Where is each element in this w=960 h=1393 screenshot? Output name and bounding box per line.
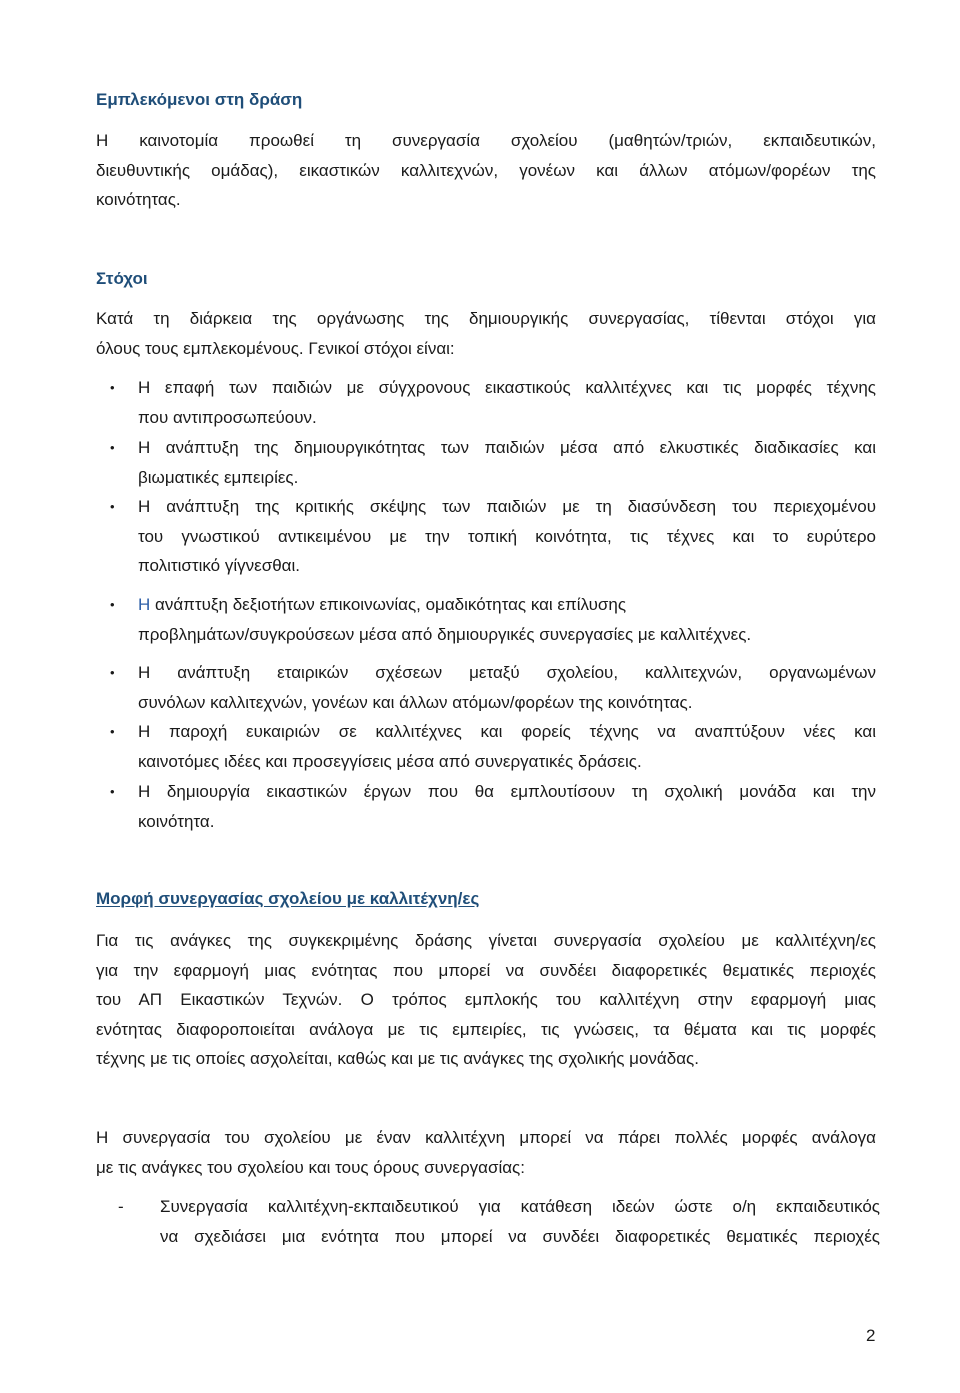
bullet-icon: •	[110, 499, 115, 514]
paragraph-line: όλους τους εμπλεκομένους. Γενικοί στόχοι είναι:	[96, 338, 455, 358]
paragraph-line: του ΑΠ Εικαστικών Τεχνών. Ο τρόπος εμπλοκής του καλλιτέχνη στην εφαρμογή μιας	[96, 990, 876, 1009]
list-item-line: Η ανάπτυξη εταιρικών σχέσεων μεταξύ σχολείου, καλλιτεχνών, οργανωμένων	[138, 663, 876, 682]
list-item-line: προβλημάτων/συγκρούσεων μέσα από δημιουργικές συνεργασίες με καλλιτέχνες.	[138, 624, 752, 644]
paragraph-line: με τις ανάγκες του σχολείου και τους όρους συνεργασίας:	[96, 1157, 525, 1177]
section-heading-involved: Εμπλεκόμενοι στη δράση	[96, 90, 303, 109]
list-item-line: Η δημιουργία εικαστικών έργων που θα εμπλουτίσουν τη σχολική μονάδα και την	[138, 782, 876, 801]
list-item-line: Η ανάπτυξη της κριτικής σκέψης των παιδιών με τη διασύνδεση του περιεχομένου	[138, 497, 876, 516]
list-item-line-rest: ανάπτυξη δεξιοτήτων επικοινωνίας, ομαδικότητας και επίλυσης	[150, 595, 627, 614]
collaboration-paragraph-1	[96, 926, 876, 1074]
section-heading-goals: Στόχοι	[96, 269, 148, 288]
bullet-icon: •	[110, 784, 115, 799]
list-item-first-letter: Η	[138, 595, 151, 614]
list-item-line	[138, 590, 876, 620]
list-item-line: Η ανάπτυξη της δημιουργικότητας των παιδιών μέσα από ελκυστικές διαδικασίες και	[138, 438, 876, 457]
paragraph-line: Κατά τη διάρκεια της οργάνωσης της δημιουργικής συνεργασίας, τίθενται στόχοι για	[96, 309, 876, 328]
list-item-line: Συνεργασία καλλιτέχνη-εκπαιδευτικού για κατάθεση ιδεών ώστε ο/η εκπαιδευτικός	[160, 1197, 880, 1216]
paragraph-line: διευθυντικής ομάδας), εικαστικών καλλιτεχνών, γονέων και άλλων ατόμων/φορέων της	[96, 160, 876, 180]
list-item-line: βιωματικές εμπειρίες.	[138, 467, 299, 487]
paragraph-line: κοινότητας.	[96, 190, 181, 209]
page-number: 2	[866, 1326, 876, 1345]
list-item-line: καινοτόμες ιδέες και προσεγγίσεις μέσα από συνεργατικές δράσεις.	[138, 751, 642, 771]
paragraph-line: Για τις ανάγκες της συγκεκριμένης δράσης γίνεται συνεργασία σχολείου με καλλιτέχνη/ες	[96, 931, 876, 950]
bullet-icon: •	[110, 597, 115, 612]
list-item-line: του γνωστικού αντικειμένου με την τοπική κοινότητα, τις τέχνες και το ευρύτερο	[138, 526, 876, 546]
list-item-line: να σχεδιάσει μια ενότητα που μπορεί να συνδέει διαφορετικές θεματικές περιοχές	[160, 1226, 880, 1246]
list-item-line: συνόλων καλλιτεχνών, γονέων και άλλων ατόμων/φορέων της κοινότητας.	[138, 692, 693, 712]
paragraph-line: Η καινοτομία προωθεί τη συνεργασία σχολείου (μαθητών/τριών, εκπαιδευτικών,	[96, 131, 876, 150]
goals-intro-paragraph	[96, 304, 876, 363]
list-item-line: που αντιπροσωπεύουν.	[138, 407, 317, 427]
paragraph-line: ενότητας διαφοροποιείται ανάλογα με τις εμπειρίες, τις γνώσεις, τα θέματα και τις μορφές	[96, 1019, 876, 1039]
list-item-line: Η παροχή ευκαιριών σε καλλιτέχνες και φορείς τέχνης να αναπτύξουν νέες και	[138, 722, 876, 741]
paragraph-line: για την εφαρμογή μιας ενότητας που μπορεί να συνδέει διαφορετικές θεματικές περιοχές	[96, 960, 876, 980]
list-item-line: Η επαφή των παιδιών με σύγχρονους εικαστικούς καλλιτέχνες και τις μορφές τέχνης	[138, 378, 876, 397]
list-item-line: κοινότητα.	[138, 811, 215, 831]
bullet-icon: •	[110, 440, 115, 455]
paragraph-line: τέχνης με τις οποίες ασχολείται, καθώς και με τις ανάγκες της σχολικής μονάδας.	[96, 1049, 699, 1068]
section-heading-collaboration: Μορφή συνεργασίας σχολείου με καλλιτέχνη/ες	[96, 889, 480, 908]
collaboration-paragraph-2	[96, 1123, 876, 1182]
list-item-line: πολιτιστικό γίγνεσθαι.	[138, 556, 300, 575]
dash-icon: -	[118, 1197, 124, 1216]
bullet-icon: •	[110, 665, 115, 680]
bullet-icon: •	[110, 380, 115, 395]
involved-paragraph	[96, 126, 876, 215]
bullet-icon: •	[110, 724, 115, 739]
paragraph-line: Η συνεργασία του σχολείου με έναν καλλιτέχνη μπορεί να πάρει πολλές μορφές ανάλογα	[96, 1128, 876, 1147]
